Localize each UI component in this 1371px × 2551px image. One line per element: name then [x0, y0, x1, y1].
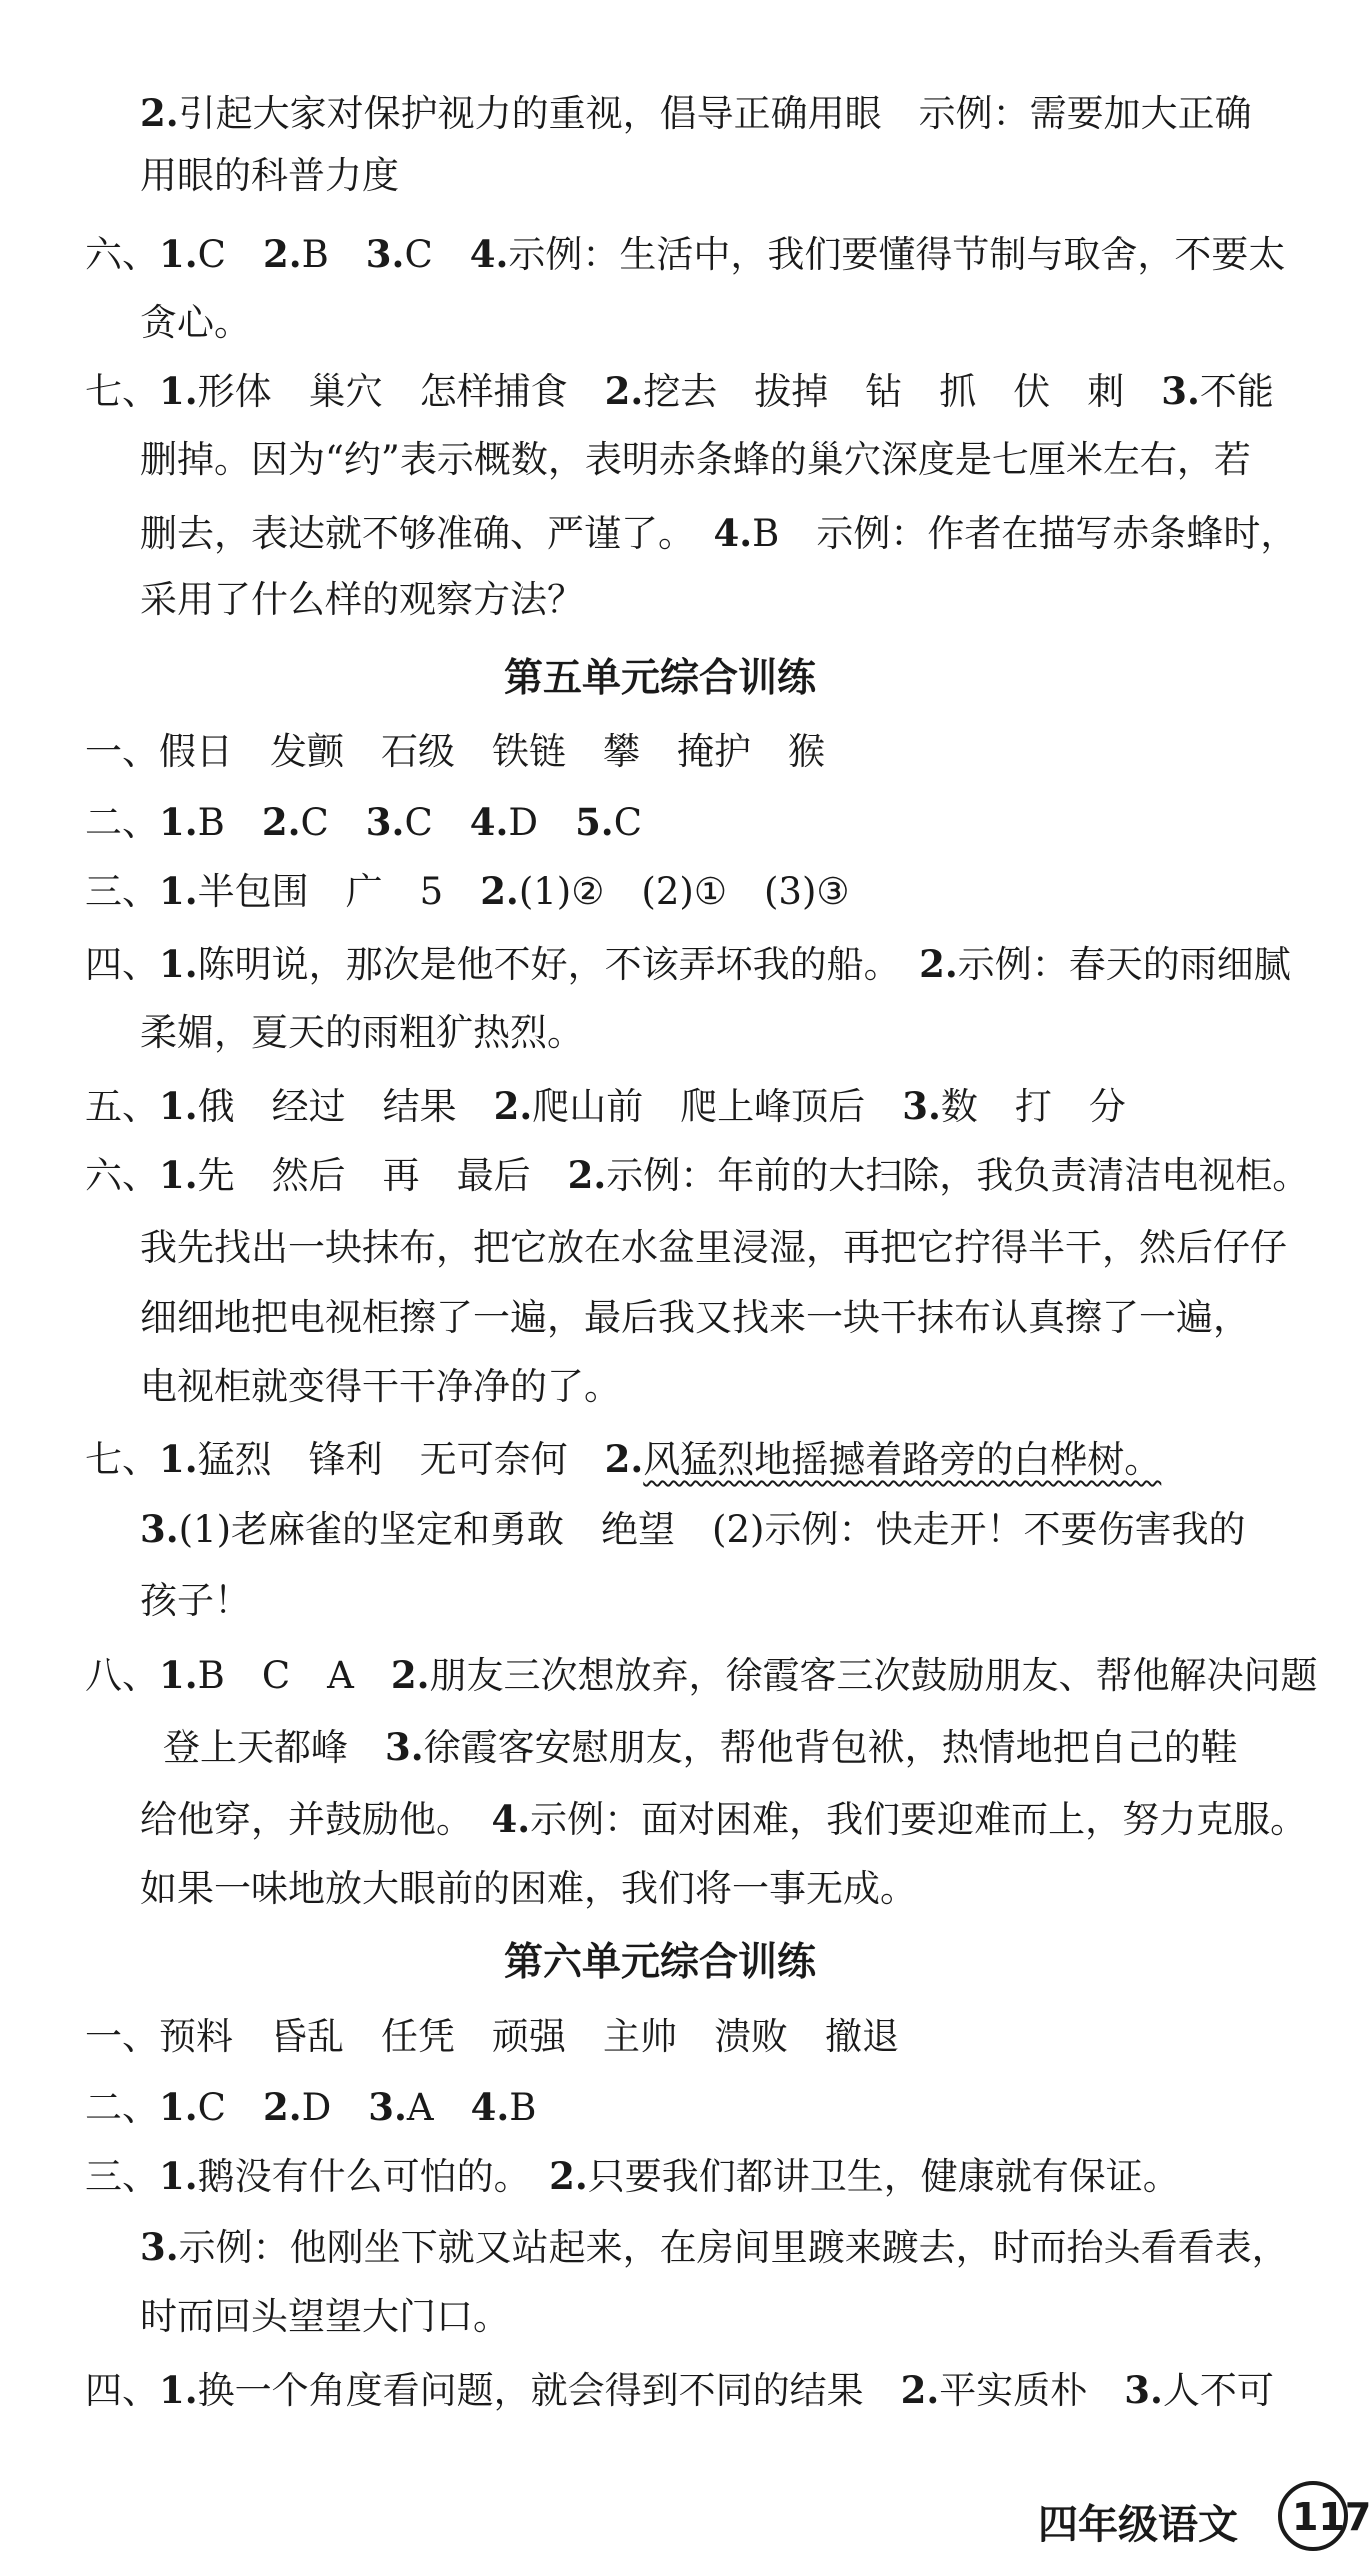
- question-number: 3.: [1124, 2368, 1163, 2412]
- page-number: 117: [1292, 2495, 1371, 2539]
- answer-text: 电视柜就变得干干净净的了。: [140, 1365, 621, 1408]
- answer-text: 给他穿，并鼓励他。: [140, 1798, 492, 1841]
- answer-text: 猛烈 锋利 无可奈何: [197, 1438, 605, 1481]
- answer-line: [85, 2151, 1180, 2203]
- answer-text: 三、: [85, 2155, 159, 2198]
- answer-text: 爬山前 爬上峰顶后: [532, 1085, 903, 1128]
- question-number: 5.: [575, 800, 614, 844]
- answer-text: 换一个角度看问题，就会得到不同的结果: [197, 2369, 901, 2412]
- answer-text: 七、: [85, 370, 159, 413]
- answer-line: [140, 2222, 1289, 2274]
- answer-text: B C A: [197, 1654, 391, 1697]
- question-number: 3.: [140, 1507, 179, 1551]
- question-number: 1.: [159, 869, 198, 913]
- answer-text: C: [613, 801, 643, 844]
- question-number: 1.: [159, 2368, 198, 2412]
- question-number: 2.: [390, 1653, 430, 1697]
- answer-text: B: [301, 233, 366, 276]
- answer-text: 八、: [85, 1654, 159, 1697]
- answer-text: 数 打 分: [940, 1085, 1126, 1128]
- question-number: 3.: [365, 232, 405, 276]
- answer-text: 徐霞客安慰朋友，帮他背包袱，热情地把自己的鞋: [423, 1726, 1238, 1769]
- answer-line: [140, 88, 1252, 140]
- answer-text: 二、: [85, 801, 159, 844]
- answer-text: 孩子！: [140, 1579, 251, 1622]
- question-number: 3.: [368, 2085, 407, 2129]
- question-number: 2.: [549, 2154, 588, 2198]
- answer-text: 删掉。因为“约”表示概数，表明赤条蜂的巢穴深度是七厘米左右，若: [140, 438, 1251, 481]
- answer-line: [140, 435, 1251, 487]
- answer-text: 时而回头望望大门口。: [140, 2295, 510, 2338]
- answer-text: 俄 经过 结果: [197, 1085, 494, 1128]
- answer-text: 如果一味地放大眼前的困难，我们将一事无成。: [140, 1867, 917, 1910]
- answer-text: 示例：他刚坐下就又站起来，在房间里踱来踱去，时而抬头看看表，: [178, 2226, 1289, 2269]
- answer-line: [140, 1576, 251, 1628]
- answer-text: 不能: [1199, 370, 1274, 413]
- answer-text: 示例：面对困难，我们要迎难而上，努力克服。: [530, 1798, 1308, 1841]
- answer-text: 二、: [85, 2086, 159, 2129]
- answer-text: D: [508, 801, 576, 844]
- answer-text: 细细地把电视柜擦了一遍，最后我又找来一块干抹布认真擦了一遍，: [140, 1296, 1250, 1339]
- answer-line: [85, 1081, 1126, 1133]
- answer-text: 四、: [85, 943, 159, 986]
- footer-grade-subject: 四年级语文: [1038, 2501, 1238, 2548]
- question-number: 2.: [919, 942, 958, 986]
- answer-line: [140, 2292, 510, 2344]
- answer-text: B 示例：作者在描写赤条蜂时，: [752, 512, 1298, 555]
- answer-line: [140, 1504, 1245, 1556]
- question-number: 1.: [159, 369, 198, 413]
- answer-text: (1)② (2)① (3)③: [518, 870, 850, 913]
- question-number: 1.: [159, 232, 198, 276]
- answer-text: 朋友三次想放弃，徐霞客三次鼓励朋友、帮他解决问题: [429, 1654, 1318, 1697]
- answer-line: [140, 1008, 584, 1060]
- question-number: 3.: [902, 1084, 941, 1128]
- question-number: 2.: [262, 2085, 302, 2129]
- answer-text: 陈明说，那次是他不好，不该弄坏我的船。: [197, 943, 920, 986]
- question-number: 3.: [1161, 369, 1200, 413]
- answer-line: [85, 2365, 1274, 2417]
- answer-line: [140, 1223, 1287, 1275]
- section-heading: 第五单元综合训练: [503, 655, 816, 701]
- answer-text: 一、假日 发颤 石级 铁链 攀 掩护 猴: [85, 730, 825, 773]
- question-number: 2.: [567, 1153, 607, 1197]
- question-number: 1.: [159, 1084, 198, 1128]
- answer-text: 只要我们都讲卫生，健康就有保证。: [587, 2155, 1180, 2198]
- answer-text: 五、: [85, 1085, 159, 1128]
- question-number: 1.: [159, 2154, 198, 2198]
- answer-line: [85, 1650, 1318, 1702]
- question-number: 1.: [159, 800, 198, 844]
- answer-text: 六、: [85, 233, 159, 276]
- answer-line: [140, 298, 251, 350]
- question-number: 1.: [159, 942, 198, 986]
- answer-line: [85, 2082, 536, 2134]
- answer-text: 半包围 广 5: [197, 870, 481, 913]
- answer-text: C: [197, 2086, 263, 2129]
- answer-text: 三、: [85, 870, 159, 913]
- answer-text: 先 然后 再 最后: [197, 1154, 568, 1197]
- answer-text: 形体 巢穴 怎样捕食: [197, 370, 605, 413]
- answer-text: 采用了什么样的观察方法？: [140, 578, 584, 621]
- answer-line: [140, 1362, 621, 1414]
- question-number: 4.: [491, 1797, 531, 1841]
- answer-text: 登上天都峰: [163, 1726, 385, 1769]
- question-number: 4.: [470, 2085, 510, 2129]
- answer-text: 四、: [85, 2369, 159, 2412]
- question-number: 1.: [159, 1437, 198, 1481]
- answer-line: [163, 1722, 1238, 1774]
- question-number: 2.: [604, 369, 644, 413]
- answer-line: [140, 151, 399, 203]
- answer-line: [85, 1150, 1309, 1202]
- answer-line: [140, 1794, 1307, 1846]
- answer-text: C: [404, 233, 470, 276]
- question-number: 2.: [604, 1437, 644, 1481]
- answer-line: [85, 229, 1285, 281]
- answer-text: 用眼的科普力度: [140, 154, 399, 197]
- question-number: 2.: [493, 1084, 533, 1128]
- question-number: 1.: [159, 2085, 198, 2129]
- answer-line: [85, 939, 1291, 991]
- answer-text: B: [197, 801, 262, 844]
- answer-text: C: [197, 233, 263, 276]
- answer-text: C: [404, 801, 470, 844]
- answer-text: D: [301, 2086, 369, 2129]
- question-number: 2.: [140, 91, 179, 135]
- question-number: 4.: [469, 800, 509, 844]
- answer-line: [85, 866, 850, 918]
- question-number: 2.: [261, 800, 301, 844]
- page-number-badge: [1278, 2481, 1371, 2551]
- answer-text: 鹅没有什么可怕的。: [197, 2155, 550, 2198]
- answer-text: 删去，表达就不够准确、严谨了。: [140, 512, 714, 555]
- answer-text: 引起大家对保护视力的重视，倡导正确用眼 示例：需要加大正确: [178, 92, 1252, 135]
- answer-text: 六、: [85, 1154, 159, 1197]
- answer-line: [140, 508, 1297, 560]
- answer-text: 示例：春天的雨细腻: [957, 943, 1291, 986]
- answer-text: A: [406, 2086, 471, 2129]
- question-number: 2.: [262, 232, 302, 276]
- question-number: 3.: [385, 1725, 424, 1769]
- question-number: 1.: [159, 1653, 198, 1697]
- question-number: 3.: [140, 2225, 179, 2269]
- answer-text: 人不可: [1162, 2369, 1274, 2412]
- answer-text: 风猛烈地摇撼着路旁的白桦树。: [643, 1438, 1162, 1481]
- answer-text: (1)老麻雀的坚定和勇敢 绝望 (2)示例：快走开！不要伤害我的: [178, 1508, 1246, 1551]
- answer-text: 平实质朴: [939, 2369, 1125, 2412]
- answer-line: [140, 1293, 1250, 1345]
- answer-text: 贪心。: [140, 301, 251, 344]
- answer-text: 一、预料 昏乱 任凭 顽强 主帅 溃败 撤退: [85, 2015, 899, 2058]
- question-number: 3.: [365, 800, 405, 844]
- answer-text: 我先找出一块抹布，把它放在水盆里浸湿，再把它拧得半干，然后仔仔: [140, 1226, 1287, 1269]
- answer-line: [85, 2012, 899, 2064]
- answer-line: [140, 575, 584, 627]
- answer-text: 柔媚，夏天的雨粗犷热烈。: [140, 1011, 584, 1054]
- answer-text: 七、: [85, 1438, 159, 1481]
- question-number: 4.: [713, 511, 753, 555]
- answer-line: [85, 1434, 1161, 1486]
- answer-text: 示例：年前的大扫除，我负责清洁电视柜。: [606, 1154, 1310, 1197]
- section-heading: 第六单元综合训练: [503, 1939, 816, 1985]
- question-number: 2.: [900, 2368, 940, 2412]
- question-number: 2.: [480, 869, 519, 913]
- answer-line: [140, 1864, 917, 1916]
- question-number: 1.: [159, 1153, 198, 1197]
- answer-text: 挖去 拔掉 钻 抓 伏 刺: [643, 370, 1162, 413]
- answer-line: [85, 366, 1274, 418]
- answer-text: 示例：生活中，我们要懂得节制与取舍，不要太: [508, 233, 1286, 276]
- question-number: 4.: [469, 232, 509, 276]
- answer-text: B: [509, 2086, 537, 2129]
- answer-text: C: [300, 801, 366, 844]
- answer-line: [85, 797, 642, 849]
- answer-line: [85, 727, 825, 779]
